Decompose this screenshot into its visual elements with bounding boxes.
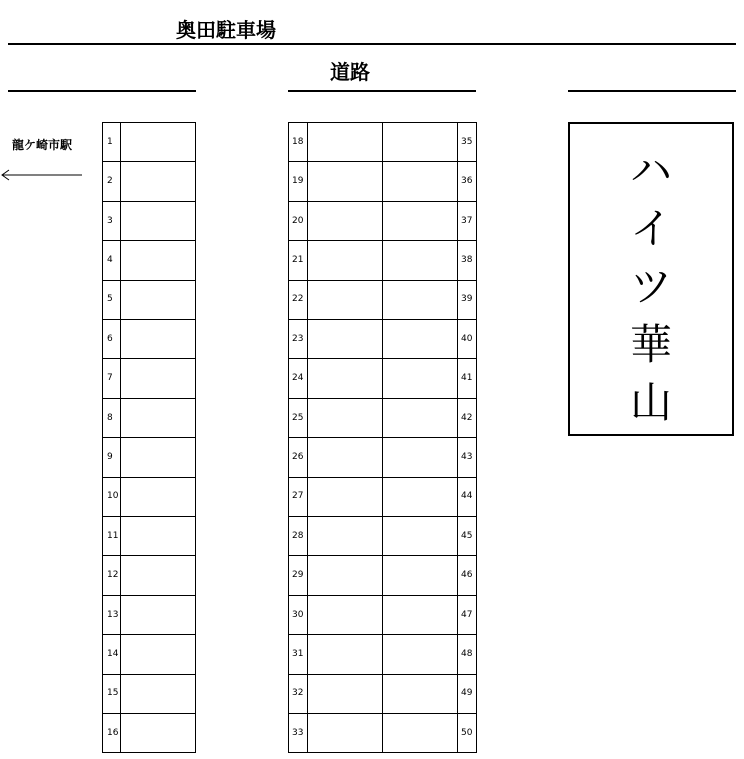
grid-horizontal-line [288, 634, 477, 635]
grid-horizontal-line [288, 398, 477, 399]
top-road-line [8, 43, 736, 45]
stall-number-middle: 32 [292, 688, 304, 698]
stall-number-middle: 19 [292, 176, 304, 186]
stall-number-right: 37 [461, 216, 473, 226]
grid-horizontal-line [288, 674, 477, 675]
grid-horizontal-line [102, 634, 196, 635]
stall-number-left: 2 [107, 176, 113, 186]
stall-number-left: 3 [107, 216, 113, 226]
stall-number-right: 38 [461, 255, 473, 265]
road-edge-right [568, 90, 736, 92]
road-edge-middle [288, 90, 476, 92]
stall-number-right: 48 [461, 649, 473, 659]
grid-horizontal-line [288, 477, 477, 478]
stall-number-left: 12 [107, 570, 119, 580]
grid-horizontal-line [288, 358, 477, 359]
stall-number-left: 4 [107, 255, 113, 265]
grid-horizontal-line [102, 161, 196, 162]
stall-number-left: 9 [107, 452, 113, 462]
station-label: 龍ケ崎市駅 [12, 138, 73, 152]
stall-number-middle: 26 [292, 452, 304, 462]
building-haitsu-kazan [568, 122, 734, 436]
grid-horizontal-line [102, 280, 196, 281]
stall-number-left: 10 [107, 491, 119, 501]
stall-number-left: 11 [107, 531, 119, 541]
stall-number-right: 45 [461, 531, 473, 541]
stall-number-right: 42 [461, 413, 473, 423]
grid-horizontal-line [288, 437, 477, 438]
road-edge-left [8, 90, 196, 92]
grid-horizontal-line [288, 595, 477, 596]
grid-horizontal-line [102, 555, 196, 556]
stall-number-right: 39 [461, 294, 473, 304]
grid-horizontal-line [288, 122, 477, 123]
stall-number-left: 16 [107, 728, 119, 738]
grid-horizontal-line [288, 161, 477, 162]
stall-number-left: 6 [107, 334, 113, 344]
grid-horizontal-line [102, 752, 196, 753]
grid-horizontal-line [288, 280, 477, 281]
stall-number-middle: 25 [292, 413, 304, 423]
stall-number-left: 8 [107, 413, 113, 423]
stall-number-right: 41 [461, 373, 473, 383]
stall-number-middle: 20 [292, 216, 304, 226]
stall-number-middle: 22 [292, 294, 304, 304]
stall-number-left: 1 [107, 137, 113, 147]
grid-horizontal-line [102, 201, 196, 202]
stall-number-right: 35 [461, 137, 473, 147]
stall-number-middle: 18 [292, 137, 304, 147]
grid-horizontal-line [102, 358, 196, 359]
grid-horizontal-line [102, 713, 196, 714]
stall-number-left: 7 [107, 373, 113, 383]
stall-number-left: 13 [107, 610, 119, 620]
grid-horizontal-line [102, 595, 196, 596]
grid-horizontal-line [288, 752, 477, 753]
stall-number-left: 5 [107, 294, 113, 304]
stall-number-right: 40 [461, 334, 473, 344]
stall-number-left: 14 [107, 649, 119, 659]
grid-horizontal-line [288, 201, 477, 202]
building-name-char: 華 [629, 320, 672, 369]
grid-horizontal-line [102, 437, 196, 438]
stall-number-middle: 30 [292, 610, 304, 620]
page-title: 奥田駐車場 [176, 18, 276, 42]
stall-number-right: 44 [461, 491, 473, 501]
grid-horizontal-line [102, 674, 196, 675]
road-label: 道路 [330, 60, 370, 84]
stall-number-right: 47 [461, 610, 473, 620]
grid-horizontal-line [102, 477, 196, 478]
stall-number-right: 50 [461, 728, 473, 738]
grid-horizontal-line [102, 319, 196, 320]
building-name-char: 山 [629, 378, 672, 427]
grid-horizontal-line [102, 240, 196, 241]
grid-horizontal-line [102, 122, 196, 123]
grid-horizontal-line [288, 319, 477, 320]
grid-horizontal-line [102, 398, 196, 399]
stall-number-middle: 33 [292, 728, 304, 738]
stall-number-right: 36 [461, 176, 473, 186]
building-name-char: イ [629, 204, 672, 253]
stall-number-middle: 23 [292, 334, 304, 344]
stall-number-middle: 28 [292, 531, 304, 541]
grid-horizontal-line [102, 516, 196, 517]
grid-horizontal-line [288, 240, 477, 241]
stall-number-middle: 27 [292, 491, 304, 501]
building-name-char: ハ [629, 146, 672, 195]
grid-horizontal-line [288, 516, 477, 517]
stall-number-middle: 29 [292, 570, 304, 580]
building-name-char: ツ [629, 262, 672, 311]
grid-horizontal-line [288, 555, 477, 556]
grid-horizontal-line [288, 713, 477, 714]
stall-number-left: 15 [107, 688, 119, 698]
stall-number-right: 49 [461, 688, 473, 698]
arrow-left-icon [0, 168, 84, 182]
stall-number-right: 46 [461, 570, 473, 580]
stall-number-right: 43 [461, 452, 473, 462]
stall-number-middle: 24 [292, 373, 304, 383]
stall-number-middle: 31 [292, 649, 304, 659]
stall-number-middle: 21 [292, 255, 304, 265]
